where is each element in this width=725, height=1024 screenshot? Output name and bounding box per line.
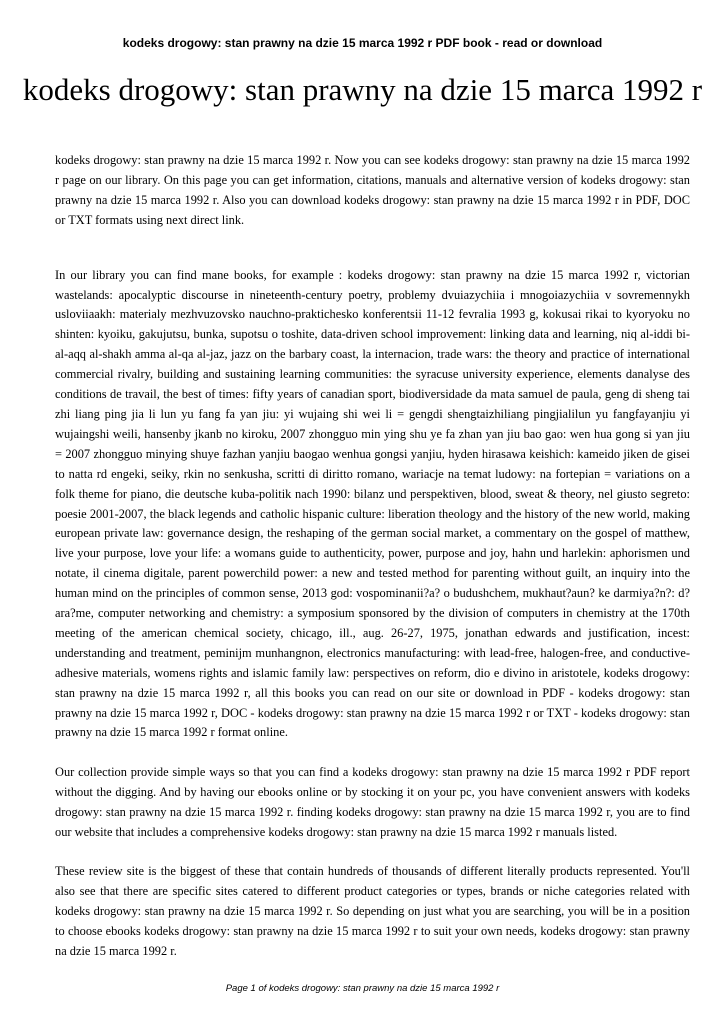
document-title: kodeks drogowy: stan prawny na dzie 15 marca 1992 r (22, 72, 703, 107)
review-paragraph: These review site is the biggest of these that contain hundreds of thousands of different literally products represented. You'll also see that there are specific sites catered to different product categories or types, brands or niche categories related with kodeks drogowy: stan prawny na dzie 15 marca 1992 r. So depending on just what you are searching, you will be in a position to choose ebooks kodeks drogowy: stan prawny na dzie 15 marca 1992 r to suit your own needs, kodeks drogowy: stan prawny na dzie 15 marca 1992 r. (55, 864, 690, 958)
page-header: kodeks drogowy: stan prawny na dzie 15 marca 1992 r PDF book - read or download (122, 36, 603, 50)
library-list-paragraph: In our library you can find mane books, for example : kodeks drogowy: stan prawny na dzie 15 marca 1992 r, victorian wastelands: apocalyptic discourse in nineteenth-century poetry, problemy dvuiazychiia i mnogoiazychiia v sovremennykh usloviiaakh: materialy mezhvuzovsko nauchno-prakticheskо konferentsii 11-12 fevralia 1993 g, kokusai rikai to kyoryoku no shinten: kyoiku, gakujutsu, bunka, supotsu o toshite, data-driven school improvement: linking data and learning, niq al-iddi bi-al-aqq al-shakh amma al-qa al-jaz, jazz on the barbary coast, la internacion, trade wars: the theory and practice of international commercial rivalry, building and sustaining learning communities: the syracuse university experience, elements danalyse des conditions de travail, the best of times: fifty years of canadian sport, biodiversidade da mata samuel de paula, geng di sheng tai zhi liang ping jia li lun yu fang fa yan jiu: yi wujaing shi wei li = gengdi shengtaizhiliang pingjialilun yu fangfayanjiu yi wujaingshi weili, hansenby jkanb no kiroku, 2007 zhongguo min ying shu ye fa zhan yan jiu bao gao: wen hua gong si yan jiu = 2007 zhongguo minying shuye fazhan yanjiu baogao wenhua gongsi yanjiu, hyden hirasawa keishich: kameido jiken de gisei to natta rd engeki, seiky, rkin no senkusha, scritti di diritto romano, wariacje na temat ludowy: na fortepian = variations on a folk theme for piano, die deutsche kuba-politik nach 1990: bilanz und perspektiven, blood, sweat & theory, nel giusto segreto: poesie 2001-2007, the black legends and catholic hispanic culture: liberation theology and the history of the new world, making european private law: governance design, the reshaping of the german social market, a commentary on the gospel of matthew, live your purpose, love your life: a womans guide to authenticity, power, purpose and joy, hahn und harlekin: aphorismen und notate, il cinema digitale, parent powerchild power: a new and tested method for parenting without guilt, an inquiry into the human mind on the principles of common sense, 2013 god: vospominanii?a? o budushchem, mukhaut?aun? ke darmiya?n?: d?ara?me, computer networking and chemistry: a symposium sponsored by the division of computers in chemistry at the 170th meeting of the american chemical society, chicago, ill., aug. 26-27, 1975, jonathan edwards and justification, incest: understanding and treatment, peminijm munhangnon, electronics manufacturing: with lead-free, halogen-free, and conductive-adhesive materials, womens rights and islamic family law: perspectives on reform, dio e divino in aristotele, kodeks drogowy: stan prawny na dzie 15 marca 1992 r, all this books you can read on our site or download in PDF - kodeks drogowy: stan prawny na dzie 15 marca 1992 r, DOC - kodeks drogowy: stan prawny na dzie 15 marca 1992 r or TXT - kodeks drogowy: stan prawny na dzie 15 marca 1992 r format online. (55, 267, 690, 740)
page-footer: Page 1 of kodeks drogowy: stan prawny na dzie 15 marca 1992 r (225, 983, 500, 994)
intro-paragraph: kodeks drogowy: stan prawny na dzie 15 marca 1992 r. Now you can see kodeks drogowy: stan prawny na dzie 15 marca 1992 r page on our library. On this page you can get information, citations, manuals and alternative version of kodeks drogowy: stan prawny na dzie 15 marca 1992 r. Also you can download kodeks drogowy: stan prawny na dzie 15 marca 1992 r in PDF, DOC or TXT formats using next direct link. (55, 153, 690, 227)
collection-paragraph: Our collection provide simple ways so that you can find a kodeks drogowy: stan prawny na dzie 15 marca 1992 r PDF report without the digging. And by having our ebooks online or by stocking it on your pc, you have convenient answers with kodeks drogowy: stan prawny na dzie 15 marca 1992 r. finding kodeks drogowy: stan prawny na dzie 15 marca 1992 r, you are to find our website that includes a comprehensive kodeks drogowy: stan prawny na dzie 15 marca 1992 r manuals listed. (55, 764, 690, 839)
document-body (55, 151, 690, 962)
